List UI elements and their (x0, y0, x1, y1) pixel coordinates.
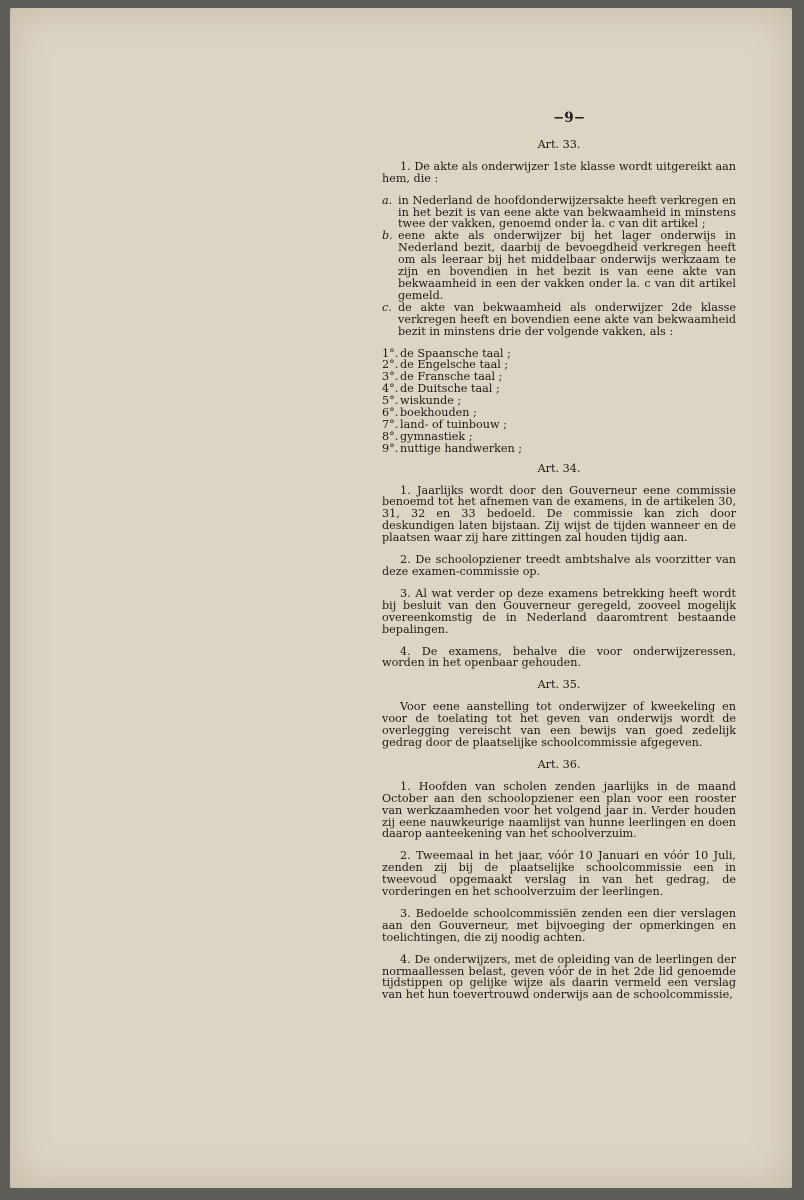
article-35-paragraph-1: Voor eene aanstelling tot onderwijzer of kweekeling en voor de toelating tot het geven van onderwijs wordt de overlegging vereischt van een bewijs van goed zedelijk gedrag door de plaatselijke schoolcommissie afgegeven. (382, 700, 736, 749)
list-item (382, 230, 736, 301)
subject-text: boekhouden ; (400, 406, 477, 420)
item-label: a. (382, 193, 393, 207)
subject-number: 4°. (382, 382, 399, 396)
subject-number: 1°. (382, 346, 399, 360)
subject-text: de Spaansche taal ; (400, 346, 511, 360)
article-33-heading: Art. 33. (537, 137, 581, 151)
text-column (382, 110, 736, 1011)
item-label: b. (382, 229, 393, 243)
article-35-heading: Art. 35. (537, 678, 581, 692)
item-text: de akte van bekwaamheid als onderwijzer 2de klasse verkregen heeft en bovendien eene akte van bekwaamheid bezit in minstens drie der volgende vakken, als : (398, 300, 736, 338)
subject-number: 5°. (382, 394, 399, 408)
subject-number: 2°. (382, 358, 399, 372)
subject-text: de Fransche taal ; (400, 370, 503, 384)
article-34-paragraph-3: 3. Al wat verder op deze examens betrekking heeft wordt bij besluit van den Gouverneur geregeld, zooveel mogelijk overeenkomstig de in Nederland daaromtrent bestaande bepalingen. (382, 586, 736, 636)
subject-number: 7°. (382, 417, 399, 431)
article-36-paragraph-2: 2. Tweemaal in het jaar, vóór 10 Januari en vóór 10 Juli, zenden zij bij de plaatselijke schoolcommissie een in tweevoud opgemaakt verslag in van het gedrag, de vorderingen en het schoolverzuim der leerlingen. (382, 849, 736, 899)
subject-text: gymnastiek ; (400, 429, 473, 443)
article-36-paragraph-3: 3. Bedoelde schoolcommissiën zenden een dier verslagen aan den Gouverneur, met bijvoeging der opmerkingen en toelichtingen, die zij noodig achten. (382, 906, 736, 944)
page-number: −9− (552, 110, 586, 126)
subject-row (382, 443, 736, 455)
item-text: eene akte als onderwijzer bij het lager onderwijs in Nederland bezit, daarbij de bevoegdheid verkregen heeft om als leeraar bij het middelbaar onderwijs werkzaam te zijn en bovendien in het bezit is van eene akte van bekwaamheid in een der vakken onder la. c van dit artikel gemeld. (398, 229, 736, 302)
list-item (382, 302, 736, 338)
subject-text: de Engelsche taal ; (400, 358, 509, 372)
article-34-paragraph-1: 1. Jaarlijks wordt door den Gouverneur eene commissie benoemd tot het afnemen van de examens, in de artikelen 30, 31, 32 en 33 bedoeld. De commissie kan zich door deskundigen laten bijstaan. Zij wijst de tijden wanneer en de plaatsen waar zij hare zittingen zal houden tijdig aan. (382, 483, 736, 545)
subject-list (382, 348, 736, 455)
article-36-paragraph-1: 1. Hoofden van scholen zenden jaarlijks in de maand October aan den schoolopziener een plan voor een rooster van werkzaamheden voor het volgend jaar in. Verder houden zij eene nauwkeurige naamlijst van hunne leerlingen en doen daarop aanteekening van het schoolverzuim. (382, 779, 736, 841)
subject-number: 3°. (382, 370, 399, 384)
article-34-paragraph-4: 4. De examens, behalve die voor onderwijzeressen, worden in het openbaar gehouden. (382, 644, 736, 670)
article-33-intro: 1. De akte als onderwijzer 1ste klasse wordt uitgereikt aan hem, die : (382, 159, 736, 185)
subject-text: nuttige handwerken ; (400, 441, 523, 455)
subject-row (382, 431, 736, 443)
list-item (382, 195, 736, 231)
subject-number: 9°. (382, 441, 399, 455)
subject-number: 6°. (382, 406, 399, 420)
subject-number: 8°. (382, 429, 399, 443)
item-label: c. (382, 300, 392, 314)
article-36-heading: Art. 36. (537, 757, 581, 771)
article-34-paragraph-2: 2. De schoolopziener treedt ambtshalve als voorzitter van deze examen-commissie op. (382, 553, 736, 578)
item-text: in Nederland de hoofdonderwijzersakte heeft verkregen en in het bezit is van eene akte van bekwaamheid in minstens twee der vakken, genoemd onder la. c van dit artikel ; (398, 193, 736, 231)
subject-text: de Duitsche taal ; (400, 382, 500, 396)
subject-text: land- of tuinbouw ; (400, 417, 507, 431)
subject-text: wiskunde ; (400, 394, 462, 408)
article-34-heading: Art. 34. (537, 461, 581, 475)
article-36-paragraph-4: 4. De onderwijzers, met de opleiding van de leerlingen der normaallessen belast, geven vóór de in het 2de lid genoemde tijdstippen op gelijke wijze als daarin vermeld een verslag van het hun toevertrouwd onderwijs aan de schoolcommissie, (382, 952, 736, 1002)
article-33-items (382, 195, 736, 338)
